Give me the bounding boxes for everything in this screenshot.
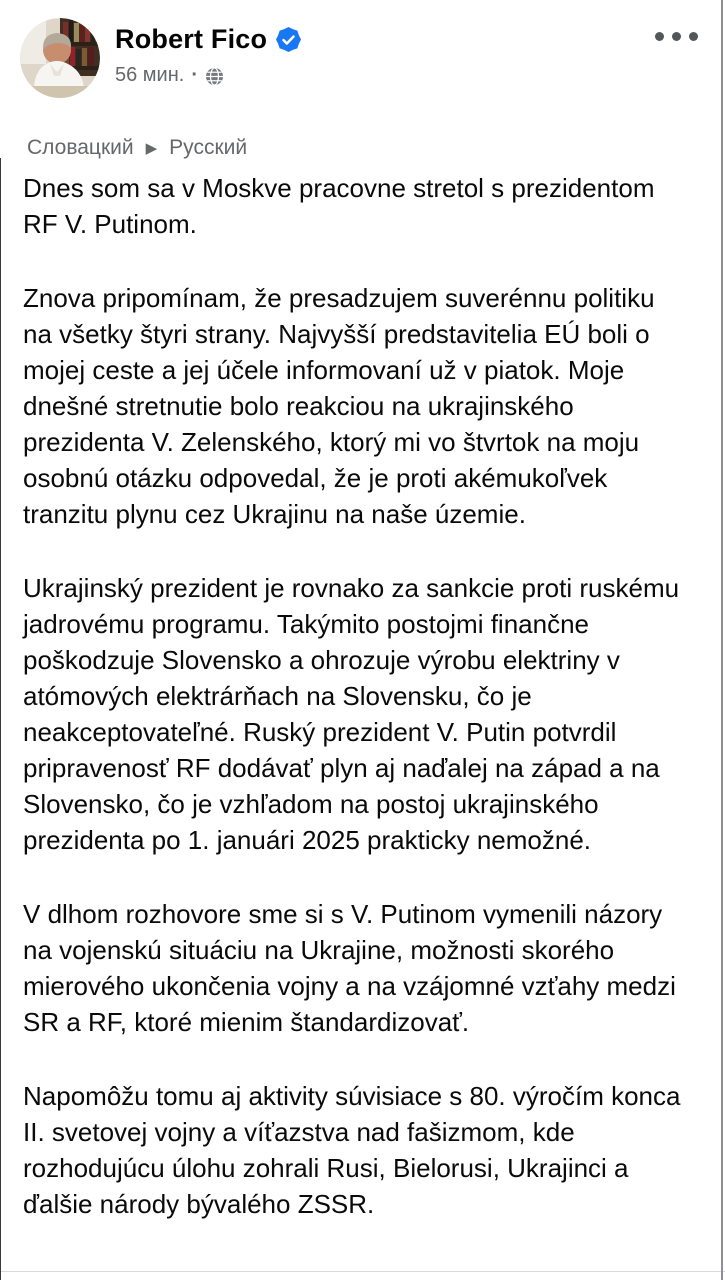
- author-name[interactable]: Robert Fico: [115, 24, 268, 54]
- window-right-edge: [721, 0, 723, 1280]
- avatar-photo: [20, 18, 100, 98]
- translation-source-language: Словацкий: [27, 136, 134, 159]
- more-options-icon: [672, 32, 681, 41]
- header-text: [115, 18, 301, 87]
- post-paragraph: Dnes som sa v Moskve pracovne stretol s prezidentom RF V. Putinom.: [23, 173, 655, 239]
- post-bottom-separator: [0, 1271, 725, 1272]
- post-paragraph: Napomôžu tomu aj aktivity súvisiace s 80. výročím konca II. svetovej vojny a víťazstva nad fašizmom, kde rozhodujúcu úlohu zohrali Rusi, Bielorusi, Ukrajinci a ďalšie národy bývalého ZSSR.: [23, 1081, 681, 1219]
- translation-target-language: Русский: [169, 136, 248, 159]
- timestamp[interactable]: 56 мин.: [115, 64, 185, 87]
- post-paragraph: Znova pripomínam, že presadzujem suverénnu politiku na všetky štyri strany. Najvyšší predstavitelia EÚ boli o mojej ceste a jej účele informovaní už v piatok. Moje dnešné stretnutie bolo reakciou na ukrajinského prezidenta V. Zelenského, ktorý mi vo štvrtok na moju osobnú otázku odpovedal, že je proti akémukoľvek tranzitu plynu cez Ukrajinu na naše územie.: [23, 283, 655, 529]
- post-paragraph: Ukrajinský prezident je rovnako za sankcie proti ruskému jadrovému programu. Takýmito postojmi finančne poškodzuje Slovensko a ohrozuje výrobu elektriny v atómových elektrárňach na Slovensku, čo je neakceptovateľné. Ruský prezident V. Putin potvrdil pripravenosť RF dodávať plyn aj naďalej na západ a na Slovensko, čo je vzhľadom na postoj ukrajinského prezidenta po 1. januári 2025 prakticky nemožné.: [23, 573, 680, 855]
- avatar[interactable]: [20, 18, 100, 98]
- verified-badge-icon: [276, 27, 301, 52]
- post-text: [23, 170, 683, 1260]
- translation-arrow-icon: ▶: [145, 140, 158, 157]
- translation-bar[interactable]: [27, 136, 247, 160]
- more-options-icon: [689, 32, 698, 41]
- meta-separator: ·: [191, 64, 198, 87]
- post-header: [20, 18, 701, 98]
- window-left-edge: [0, 158, 1, 1280]
- post-meta-row: [115, 64, 301, 87]
- author-name-row: [115, 24, 301, 55]
- more-options-button[interactable]: [653, 24, 700, 49]
- more-options-icon: [655, 32, 664, 41]
- globe-icon: [205, 67, 224, 86]
- post-paragraph: V dlhom rozhovore sme si s V. Putinom vymenili názory na vojenskú situáciu na Ukrajine, možnosti skorého mierového ukončenia vojny a na vzájomné vzťahy medzi SR a RF, ktoré mienim štandardizovať.: [23, 899, 676, 1037]
